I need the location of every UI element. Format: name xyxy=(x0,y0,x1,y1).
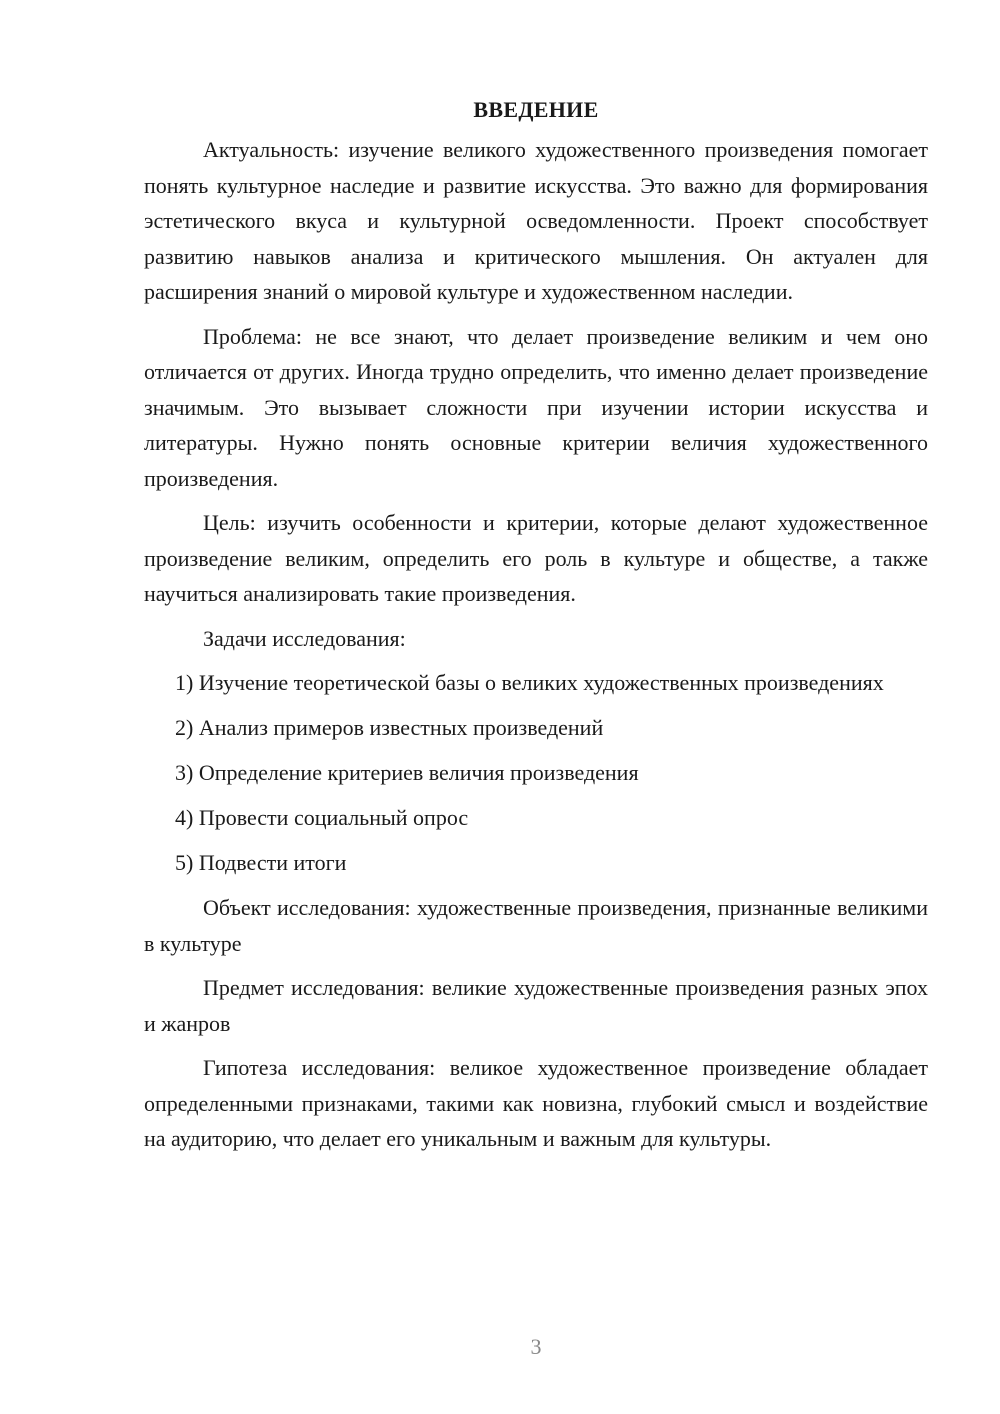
relevance-paragraph: Актуальность: изучение великого художественного произведения помогает понять культурное наследие и развитие искусства. Это важно для формирования эстетического вкуса и культурной осведомленности. Проект способствует развитию навыков анализа и критического мышления. Он актуален для расширения знаний о мировой культуре и художественном наследии. xyxy=(144,137,928,304)
object-paragraph: Объект исследования: художественные произведения, признанные великими в культуре xyxy=(144,895,928,956)
task-item-3: 3) Определение критериев величия произведения xyxy=(175,760,639,785)
task-item-2: 2) Анализ примеров известных произведений xyxy=(175,715,604,740)
goal-paragraph: Цель: изучить особенности и критерии, которые делают художественное произведение великим, определить его роль в культуре и обществе, а также научиться анализировать такие произведения. xyxy=(144,510,928,606)
document-page xyxy=(144,92,928,1157)
problem-paragraph: Проблема: не все знают, что делает произведение великим и чем оно отличается от других. Иногда трудно определить, что именно делает произведение значимым. Это вызывает сложности при изучении истории искусства и литературы. Нужно понять основные критерии величия художественного произведения. xyxy=(144,323,928,491)
task-item-1: 1) Изучение теоретической базы о великих художественных произведениях xyxy=(175,670,884,695)
page-title: ВВЕДЕНИЕ xyxy=(473,97,599,122)
hypothesis-paragraph: Гипотеза исследования: великое художественное произведение обладает определенными признаками, такими как новизна, глубокий смысл и воздействие на аудиторию, что делает его уникальным и важным для культуры. xyxy=(144,1055,928,1151)
task-item-5: 5) Подвести итоги xyxy=(175,850,347,875)
tasks-heading: Задачи исследования: xyxy=(203,625,406,651)
page-number: 3 xyxy=(530,1334,542,1359)
task-item-4: 4) Провести социальный опрос xyxy=(175,805,469,830)
subject-paragraph: Предмет исследования: великие художественные произведения разных эпох и жанров xyxy=(144,975,928,1036)
